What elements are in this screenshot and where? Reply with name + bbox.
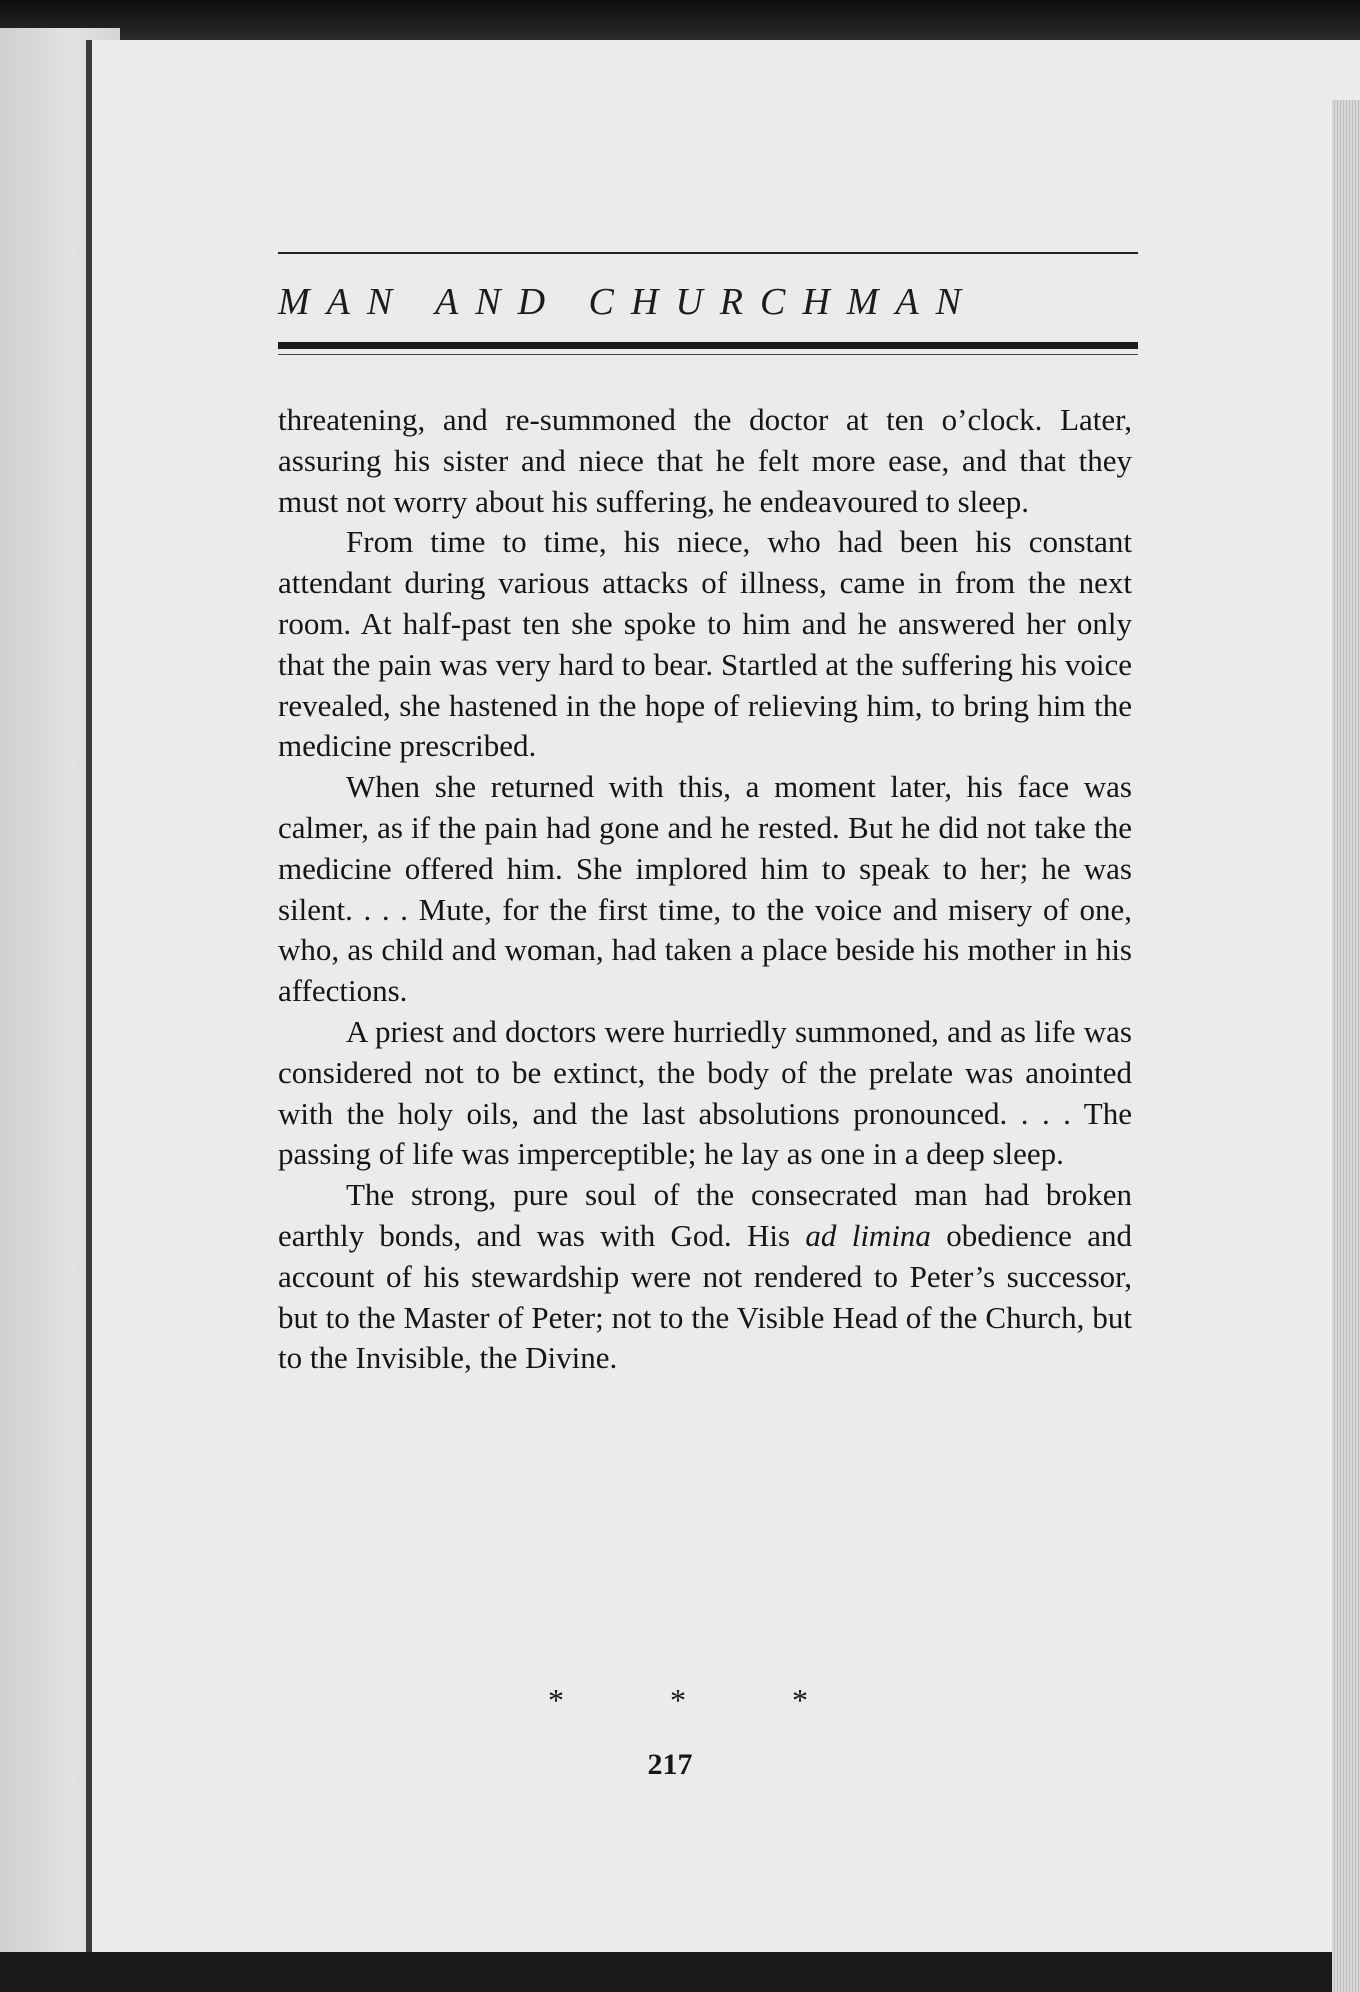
header-rule-thick [278,342,1138,349]
paragraph-final [278,1175,1132,1379]
scan-top-border [0,0,1360,40]
running-head-title: MAN AND CHURCHMAN [278,281,978,323]
text-run: obedience and account of his stewardship were not rendered to Peter’s successor, but to the Master of Peter; not to the Visible Head of the Church, but to the Invisible, the Divine. [278,1217,1132,1376]
page-stack-edge [1332,100,1360,1992]
page-number: 217 [647,1748,693,1781]
asterisk-ornament: * [792,1682,808,1718]
asterisk-ornament: * [670,1682,686,1718]
text-run: The strong, pure soul of the consecrated man had broken earthly bonds, and was with God. His [278,1177,1132,1253]
section-break-ornament [548,1682,808,1719]
paragraph: When she returned with this, a moment later, his face was calmer, as if the pain had gone and he rested. But he did not take the medicine offered him. She implored him to speak to her; he was silent. . . . Mute, for the first time, to the voice and misery of one, who, as child and woman, had taken a place beside his mother in his affections. [278,769,1132,1009]
italic-phrase: ad limina [805,1217,931,1253]
paragraph: A priest and doctors were hurriedly summoned, and as life was considered not to be extinct, the body of the prelate was anointed with the holy oils, and the last absolutions pronounced. . . . The passing of life was imperceptible; he lay as one in a deep sleep. [278,1013,1132,1172]
running-head [278,252,1138,355]
paragraph: threatening, and re-summoned the doctor at ten o’clock. Later, assuring his sister and niece that he felt more ease, and that they must not worry about his suffering, he endeavoured to sleep. [278,402,1132,519]
header-rule-top [278,252,1138,254]
body-text [278,400,1132,1379]
asterisk-ornament: * [548,1682,564,1718]
header-rule-thin [278,354,1138,355]
paragraph: From time to time, his niece, who had been his constant attendant during various attacks of illness, came in from the next room. At half-past ten she spoke to him and he answered her only that the pain was very hard to bear. Startled at the suffering his voice revealed, she hastened in the hope of relieving him, to bring him the medicine prescribed. [278,524,1132,764]
